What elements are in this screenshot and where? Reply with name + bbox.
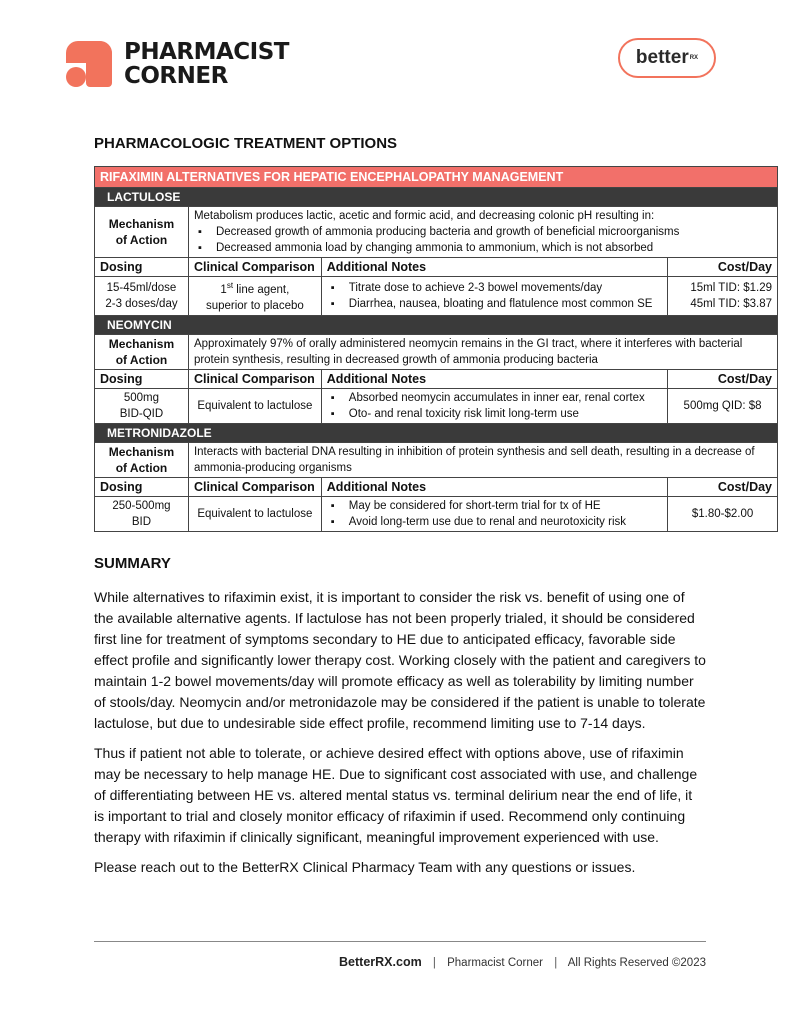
moa-text: Interacts with bacterial DNA resulting in inhibition of protein synthesis and sell death, resulting in a decrease of ammonia-producing organisms <box>188 442 777 477</box>
dosing-cell: 500mg BID-QID <box>95 388 189 423</box>
footer-rights: All Rights Reserved ©2023 <box>567 957 706 969</box>
notes-cell: ▪ May be considered for short-term trial for tx of HE ▪ Avoid long-term use due to renal and neurotoxicity risk <box>321 496 667 531</box>
table-header-row <box>95 258 778 277</box>
notes-cell: ▪ Titrate dose to achieve 2-3 bowel movements/day ▪ Diarrhea, nausea, bloating and flatulence most common SE <box>321 277 667 316</box>
dosing-cell: 250-500mg BID <box>95 496 189 531</box>
moa-text: Metabolism produces lactic, acetic and formic acid, and decreasing colonic pH resulting in: ▪ Decreased growth of ammonia producing bacteria and growth of beneficial microorganisms ▪ Decreased ammonia load by changing ammonia to ammonium, which is not absorbed <box>188 207 777 258</box>
footer <box>339 955 706 969</box>
table-title: RIFAXIMIN ALTERNATIVES FOR HEPATIC ENCEPHALOPATHY MANAGEMENT <box>95 167 778 188</box>
cost-cell: 15ml TID: $1.29 45ml TID: $3.87 <box>668 277 778 316</box>
table-row <box>95 334 778 369</box>
cost-cell: $1.80-$2.00 <box>668 496 778 531</box>
betterrx-logo <box>618 38 716 78</box>
brand-sup: RX <box>689 55 699 61</box>
dosing-cell: 15-45ml/dose 2-3 doses/day <box>95 277 189 316</box>
drug-name-metronidazole: METRONIDAZOLE <box>95 423 778 442</box>
col-header-comparison: Clinical Comparison <box>188 258 321 277</box>
footer-separator: | <box>554 957 558 969</box>
summary-paragraph: Please reach out to the BetterRX Clinical Pharmacy Team with any questions or issues. <box>94 859 636 875</box>
comparison-cell: Equivalent to lactulose <box>188 388 321 423</box>
cost-cell: 500mg QID: $8 <box>668 388 778 423</box>
moa-text: Approximately 97% of orally administered neomycin remains in the GI tract, where it interferes with bacterial protein synthesis, resulting in decreased growth of ammonia producing bacteria <box>188 334 777 369</box>
table-row <box>95 207 778 258</box>
moa-label: Mechanism of Action <box>95 207 189 258</box>
logo-text <box>124 40 289 88</box>
col-header-notes: Additional Notes <box>321 477 667 496</box>
footer-divider <box>94 941 706 942</box>
table-header-row <box>95 477 778 496</box>
notes-cell: ▪ Absorbed neomycin accumulates in inner ear, renal cortex ▪ Oto- and renal toxicity risk limit long-term use <box>321 388 667 423</box>
summary-title: SUMMARY <box>94 555 171 572</box>
table-row <box>95 388 778 423</box>
brand-name: better <box>635 47 689 68</box>
moa-label: Mechanism of Action <box>95 334 189 369</box>
col-header-notes: Additional Notes <box>321 258 667 277</box>
rifaximin-alternatives-table <box>94 166 778 532</box>
col-header-dosing: Dosing <box>95 369 189 388</box>
summary-paragraph: While alternatives to rifaximin exist, it is important to consider the risk vs. benefit of using one of the available alternative agents. If lactulose has not been properly trialed, it should be considered first line for treatment of symptoms secondary to HE due to anticipated efficacy, favorable side effect profile and significantly lower therapy cost. Working closely with the patient and caregivers to maintain 1-2 bowel movements/day will promote efficacy as well as tolerability by limiting number of stools/day. Neomycin and/or metronidazole may be considered if the patient is unable to tolerate lactulose, but due to undesirable side effect profile, recommend limiting use to 7-14 days. <box>94 589 706 731</box>
table-header-row <box>95 369 778 388</box>
table-row <box>95 277 778 316</box>
pharmacist-corner-logo <box>66 40 289 88</box>
col-header-cost: Cost/Day <box>668 477 778 496</box>
summary-paragraph: Thus if patient not able to tolerate, or achieve desired effect with options above, use of rifaximin may be necessary to help manage HE. Due to significant cost associated with use, and challenge of differentiating between HE vs. altered mental status vs. terminal delirium near the end of life, it is important to trial and closely monitor efficacy of rifaximin if used. Recommend only continuing therapy with rifaximin if clinically significant, meaningful improvement experienced with use. <box>94 745 698 845</box>
section-title: PHARMACOLOGIC TREATMENT OPTIONS <box>94 135 398 152</box>
col-header-comparison: Clinical Comparison <box>188 369 321 388</box>
footer-separator: | <box>432 957 436 969</box>
drug-name-lactulose: LACTULOSE <box>95 188 778 207</box>
footer-label: Pharmacist Corner <box>447 957 543 969</box>
pharmacist-corner-logo-icon <box>66 41 112 87</box>
table-row <box>95 442 778 477</box>
col-header-cost: Cost/Day <box>668 258 778 277</box>
footer-site-link[interactable]: BetterRX.com <box>339 955 422 969</box>
comparison-cell: 1st line agent, superior to placebo <box>188 277 321 316</box>
moa-label: Mechanism of Action <box>95 442 189 477</box>
drug-name-neomycin: NEOMYCIN <box>95 315 778 334</box>
logo-line-1: PHARMACIST <box>124 39 289 65</box>
col-header-dosing: Dosing <box>95 477 189 496</box>
comparison-cell: Equivalent to lactulose <box>188 496 321 531</box>
table-row <box>95 496 778 531</box>
col-header-cost: Cost/Day <box>668 369 778 388</box>
col-header-notes: Additional Notes <box>321 369 667 388</box>
logo-line-2: CORNER <box>124 63 228 89</box>
col-header-dosing: Dosing <box>95 258 189 277</box>
col-header-comparison: Clinical Comparison <box>188 477 321 496</box>
summary-body <box>94 587 706 887</box>
